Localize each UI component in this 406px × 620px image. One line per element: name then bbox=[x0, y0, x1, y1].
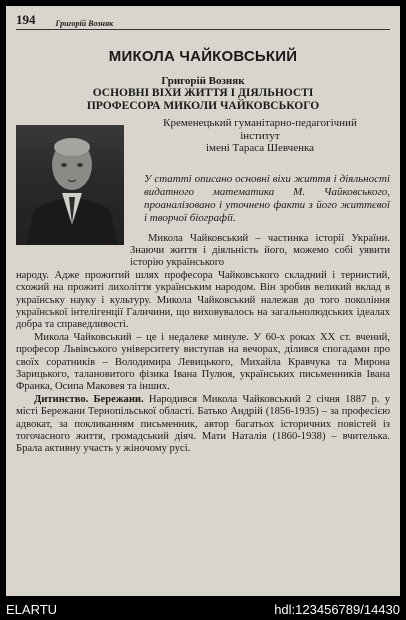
paragraph-3 bbox=[16, 394, 390, 456]
affiliation-line1: Кременецький гуманітарно-педагогічний bbox=[163, 117, 357, 129]
photo-row bbox=[16, 117, 390, 270]
book-page bbox=[6, 6, 400, 596]
portrait-photo bbox=[16, 125, 124, 245]
paragraph-1-rest: народу. Адже прожитий шлях професора Чайковського складний і тернистий, схожий на прожиті лихоліття українським народом. Він зробив великий вклад в українську науку і культуру. Микола Чайковський належав до того покоління української інтелігенції Галичини, що виховувалось на загальнолюдських ідеалах добра та справедливості. bbox=[16, 269, 390, 331]
footer-handle: hdl:123456789/14430 bbox=[274, 601, 400, 617]
abstract: У статті описано основні віхи життя і діяльності видатного математика М. Чайковського, проаналізовано і уточнено факти з його життєвої і творчої біографії. bbox=[144, 172, 390, 224]
paragraph-2: Микола Чайковський – це і недалеке минуле. У 60-х роках ХХ ст. вчений, професор Львівського університету виступав на вечорах, ділився спогадами про своїх соратників – Володимира Левицького, Михайла Кравчука та Мирона Зарицького, талановитого фізика Івана Пулюя, українських письменників Івана Франка, Осипа Маковея та інших. bbox=[16, 331, 390, 393]
article-subtitle-line1: ОСНОВНІ ВІХИ ЖИТТЯ І ДІЯЛЬНОСТІ bbox=[92, 87, 314, 99]
footer-bar bbox=[0, 598, 406, 620]
affiliation-line3: імені Тараса Шевченка bbox=[205, 142, 315, 154]
affiliation-line2: інститут bbox=[240, 129, 280, 142]
article-title: МИКОЛА ЧАЙКОВСЬКИЙ bbox=[108, 48, 298, 65]
footer-left-label: ELARTU bbox=[6, 601, 58, 617]
page-number: 194 bbox=[16, 12, 36, 27]
paragraph-1-start: Микола Чайковський – частинка історії України. Знаючи життя і діяльність його, можемо собі уявити історію українського bbox=[130, 232, 390, 269]
right-column bbox=[124, 117, 390, 270]
article-subtitle-line2: ПРОФЕСОРА МИКОЛИ ЧАЙКОВСЬКОГО bbox=[86, 100, 320, 112]
paragraph-3-text: Народився Микола Чайковський 2 січня 1887 р. у місті Бережани Тернопільської області. Батько Андрій (1856-1935) – за професією адвокат, за покликанням письменник, автор багатьох історичних повістей із тогочасного життя, громадський діяч. Мати Наталія (1860-1938) – вчителька. Брала активну участь у жіночому русі. bbox=[16, 393, 391, 455]
article-author: Григорій Возняк bbox=[161, 75, 245, 87]
paragraph-3-heading: Дитинство. Бережани. bbox=[34, 393, 144, 405]
running-head: Григорій Возняк bbox=[55, 19, 114, 28]
page-header bbox=[16, 12, 390, 30]
